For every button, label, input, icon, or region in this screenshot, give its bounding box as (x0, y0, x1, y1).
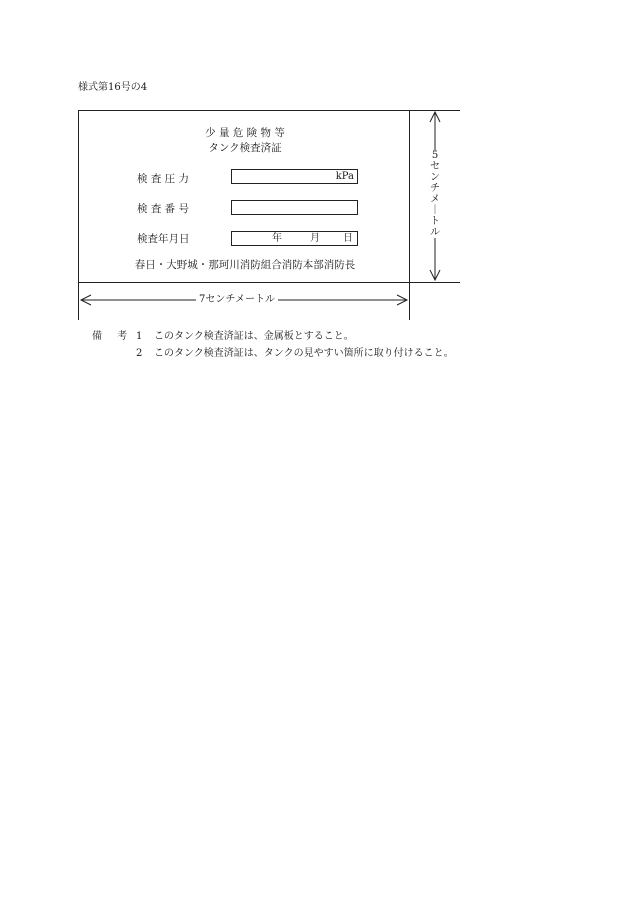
plate-title-line2: タンク検査済証 (208, 142, 282, 154)
plate-title-line1: 少 量 危 険 物 等 (205, 127, 285, 139)
issuer-name: 春日・大野城・那珂川消防組合消防本部消防長 (134, 259, 356, 271)
inspection-date-label: 検査年月日 (137, 233, 190, 245)
date-month: 月 (310, 233, 320, 244)
note-number: 1 (136, 331, 143, 342)
height-arrow-head-top (430, 112, 440, 122)
inspection-number-field (231, 200, 358, 215)
width-arrow-head-right (397, 295, 407, 305)
inspection-number-label: 検 査 番 号 (137, 203, 190, 215)
height-dimension-label: 5 セ ン チ メ ｜ ト ル (430, 150, 440, 238)
note-text: このタンク検査済証は、タンクの見やすい箇所に取り付けること。 (154, 348, 454, 359)
date-day: 日 (343, 233, 353, 244)
notes-heading: 備 考 (92, 331, 134, 342)
date-year: 年 (272, 233, 282, 244)
height-arrow-head-bottom (430, 270, 440, 280)
left-extension-line (78, 283, 79, 320)
bottom-extension-line (410, 282, 460, 283)
note-number: 2 (136, 348, 143, 359)
inspection-pressure-field (231, 169, 358, 184)
note-text: このタンク検査済証は、金属板とすること。 (154, 331, 354, 342)
width-arrow-head-left (81, 295, 91, 305)
inspection-plate (78, 110, 410, 283)
inspection-pressure-label: 検 査 圧 力 (137, 173, 190, 185)
right-extension-line (409, 283, 410, 320)
top-extension-line (410, 110, 460, 111)
width-dimension-label: 7センチメートル (196, 294, 278, 306)
inspection-date-field (231, 231, 358, 246)
pressure-unit: kPa (335, 171, 354, 182)
form-number: 様式第16号の4 (78, 82, 148, 93)
